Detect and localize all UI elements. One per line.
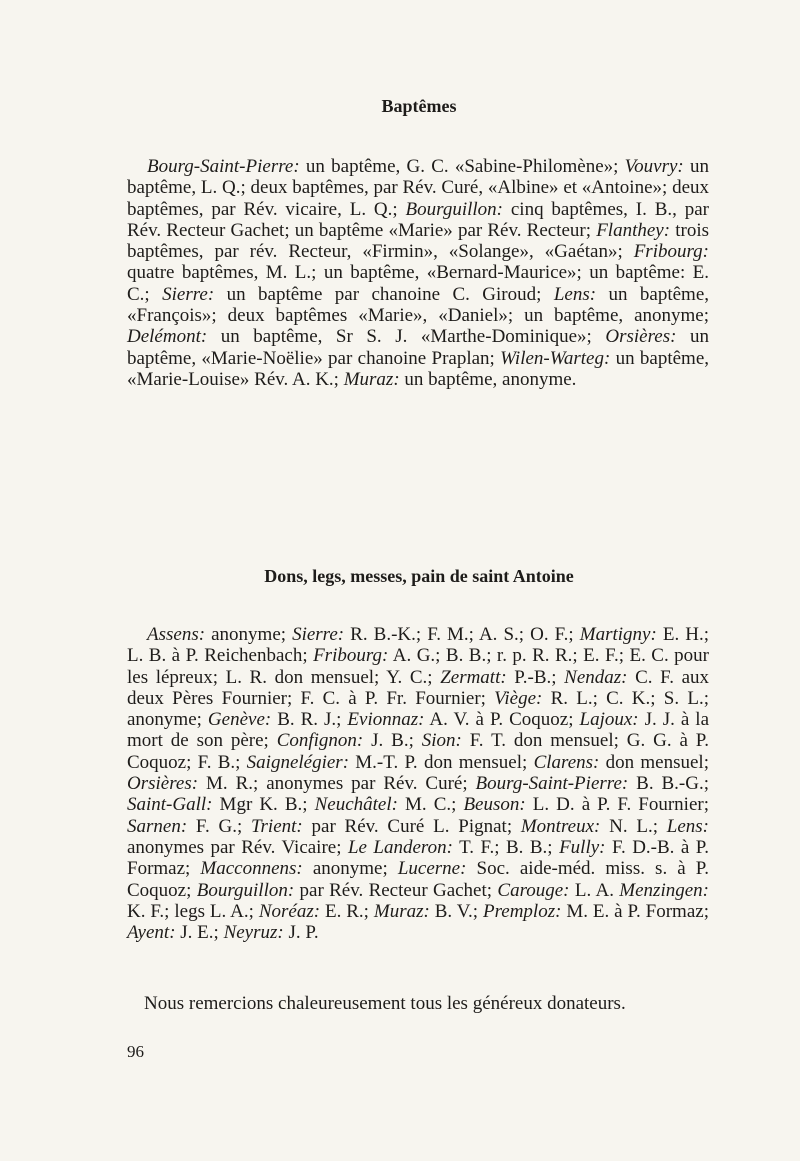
entry-text: trois baptêmes, par rév. Recteur, «Firmin», «Solange», «Gaétan»; (127, 219, 710, 263)
entry-text: C. F. aux deux Pères Fournier; F. C. à P. Fr. Fournier; (127, 666, 709, 709)
place-name: Delémont: (127, 326, 208, 348)
place-name: Bourg-Saint-Pierre: (147, 156, 300, 177)
entry-text: A. V. à P. Coquoz; (424, 709, 580, 731)
place-name: Lajoux: (579, 709, 639, 731)
entry-text: P.-B.; (506, 666, 565, 688)
entry-text: anonyme; (205, 624, 293, 645)
place-name: Lucerne: (397, 858, 467, 880)
entry-text: anonyme; (302, 858, 398, 880)
entry-text: un baptême, «François»; deux baptêmes «Marie», «Daniel»; un baptême, anonyme; (127, 283, 710, 327)
place-name: Flanthey: (596, 219, 671, 241)
place-name: Wilen-Warteg: (500, 347, 611, 369)
place-name: Orsières: (605, 326, 677, 348)
entry-text: B. R. J.; (271, 709, 348, 731)
entry-text: cinq baptêmes, I. B., par Rév. Recteur Gachet; un baptême «Marie» par Rév. Recteur; (127, 198, 709, 241)
entry-text: R. B.-K.; F. M.; A. S.; O. F.; (344, 624, 580, 645)
entry-text: M. R.; anonymes par Rév. Curé; (198, 773, 476, 795)
place-name: Neyruz: (223, 922, 284, 944)
place-name: Montreux: (520, 815, 601, 837)
entry-text: M.-T. P. don mensuel; (349, 751, 534, 773)
entry-text: E. R.; (320, 900, 374, 922)
place-name: Zermatt: (440, 666, 507, 688)
entry-text: un baptême, L. Q.; deux baptêmes, par Rév. Curé, «Albine» et «Antoine»; deux baptêmes, par Rév. vicaire, L. Q.; (127, 156, 709, 220)
entry-text: J. P. (283, 922, 319, 944)
entry-text: E. H.; L. B. à P. Reichenbach; (127, 624, 709, 667)
place-name: Le Landeron: (347, 836, 453, 858)
entry-text: T. F.; B. B.; (452, 836, 560, 858)
entry-text: F. T. don mensuel; G. G. à P. Coquoz; F. B.; (127, 730, 709, 773)
place-name: Carouge: (497, 879, 570, 901)
entry-text: J. B.; (363, 730, 422, 752)
entry-text: K. F.; legs L. A.; (127, 900, 259, 922)
place-name: Sion: (421, 730, 462, 752)
place-name: Martigny: (579, 624, 657, 645)
place-name: Fully: (559, 836, 606, 858)
entry-text: L. A. (569, 879, 620, 901)
entry-text: A. G.; B. B.; r. p. R. R.; E. F.; E. C. pour les lépreux; L. R. don mensuel; Y. C.; (127, 645, 709, 688)
place-name: Beuson: (463, 794, 526, 816)
place-name: Premploz: (482, 900, 562, 922)
place-name: Bourguillon: (405, 198, 503, 220)
place-name: Orsières: (127, 773, 199, 795)
place-name: Macconnens: (200, 858, 303, 880)
entry-text: Mgr K. B.; (212, 794, 315, 816)
entry-text: Soc. aide-méd. miss. s. à P. Coquoz; (127, 858, 709, 901)
entry-text: par Rév. Curé L. Pignat; (302, 815, 521, 837)
place-name: Bourguillon: (196, 879, 295, 901)
entry-text: anonymes par Rév. Vicaire; (127, 836, 348, 858)
place-name: Fribourg: (313, 645, 389, 667)
page-number: 96 (127, 1042, 144, 1061)
thanks-line: Nous remercions chaleureusement tous les généreux donateurs. (144, 993, 626, 1014)
entry-text: un baptême, anonyme. (399, 368, 577, 390)
entry-text: J. J. à la mort de son père; (127, 709, 709, 752)
entry-text: M. C.; (397, 794, 464, 816)
entry-text: B. B.-G.; (628, 773, 709, 795)
place-name: Evionnaz: (347, 709, 425, 731)
place-name: Bourg-Saint-Pierre: (475, 773, 629, 795)
entry-text: F. D.-B. à P. Formaz; (127, 836, 709, 880)
baptemes-paragraph (127, 156, 709, 390)
entry-text: un baptême, «Marie-Noëlie» par chanoine Praplan; (127, 326, 709, 369)
place-name: Muraz: (373, 900, 430, 922)
place-name: Clarens: (533, 751, 600, 773)
entry-text: B. V.; (429, 900, 483, 922)
entry-text: quatre baptêmes, M. L.; un baptême, «Bernard-Maurice»; un baptême: E. C.; (127, 262, 709, 305)
place-name: Lens: (553, 283, 597, 305)
dons-heading: Dons, legs, messes, pain de saint Antoine (264, 566, 574, 586)
place-name: Nendaz: (564, 666, 628, 688)
entry-text: un baptême, G. C. «Sabine-Philomène»; (299, 156, 625, 177)
place-name: Saignelégier: (246, 751, 350, 773)
place-name: Lens: (666, 815, 710, 837)
entry-text: don mensuel; (599, 751, 709, 773)
place-name: Genève: (207, 709, 272, 731)
place-name: Fribourg: (633, 241, 709, 263)
entry-text: un baptême, «Marie-Louise» Rév. A. K.; (127, 347, 710, 390)
place-name: Sierre: (292, 624, 345, 645)
entry-text: un baptême, Sr S. J. «Marthe-Dominique»; (207, 326, 606, 348)
entry-text: un baptême par chanoine C. Giroud; (214, 283, 554, 305)
entry-text: R. L.; C. K.; S. L.; anonyme; (127, 687, 709, 731)
entry-text: J. E.; (175, 922, 224, 944)
entry-text: M. E. à P. Formaz; (561, 900, 709, 922)
entry-text: par Rév. Recteur Gachet; (294, 879, 498, 901)
baptemes-heading: Baptêmes (381, 96, 457, 116)
place-name: Noréaz: (258, 900, 321, 922)
entry-text: F. G.; (187, 815, 252, 837)
place-name: Neuchâtel: (314, 794, 398, 816)
place-name: Saint-Gall: (127, 794, 213, 816)
place-name: Muraz: (343, 368, 400, 390)
place-name: Trient: (251, 815, 303, 837)
place-name: Sarnen: (127, 815, 188, 837)
place-name: Menzingen: (619, 879, 709, 901)
place-name: Sierre: (162, 283, 215, 305)
place-name: Assens: (147, 624, 206, 645)
entry-text: L. D. à P. F. Fournier; (525, 794, 709, 816)
dons-paragraph (127, 624, 709, 943)
entry-text: N. L.; (600, 815, 667, 837)
place-name: Vouvry: (624, 156, 684, 177)
place-name: Ayent: (127, 922, 176, 944)
place-name: Confignon: (276, 730, 364, 752)
place-name: Viège: (494, 687, 543, 709)
